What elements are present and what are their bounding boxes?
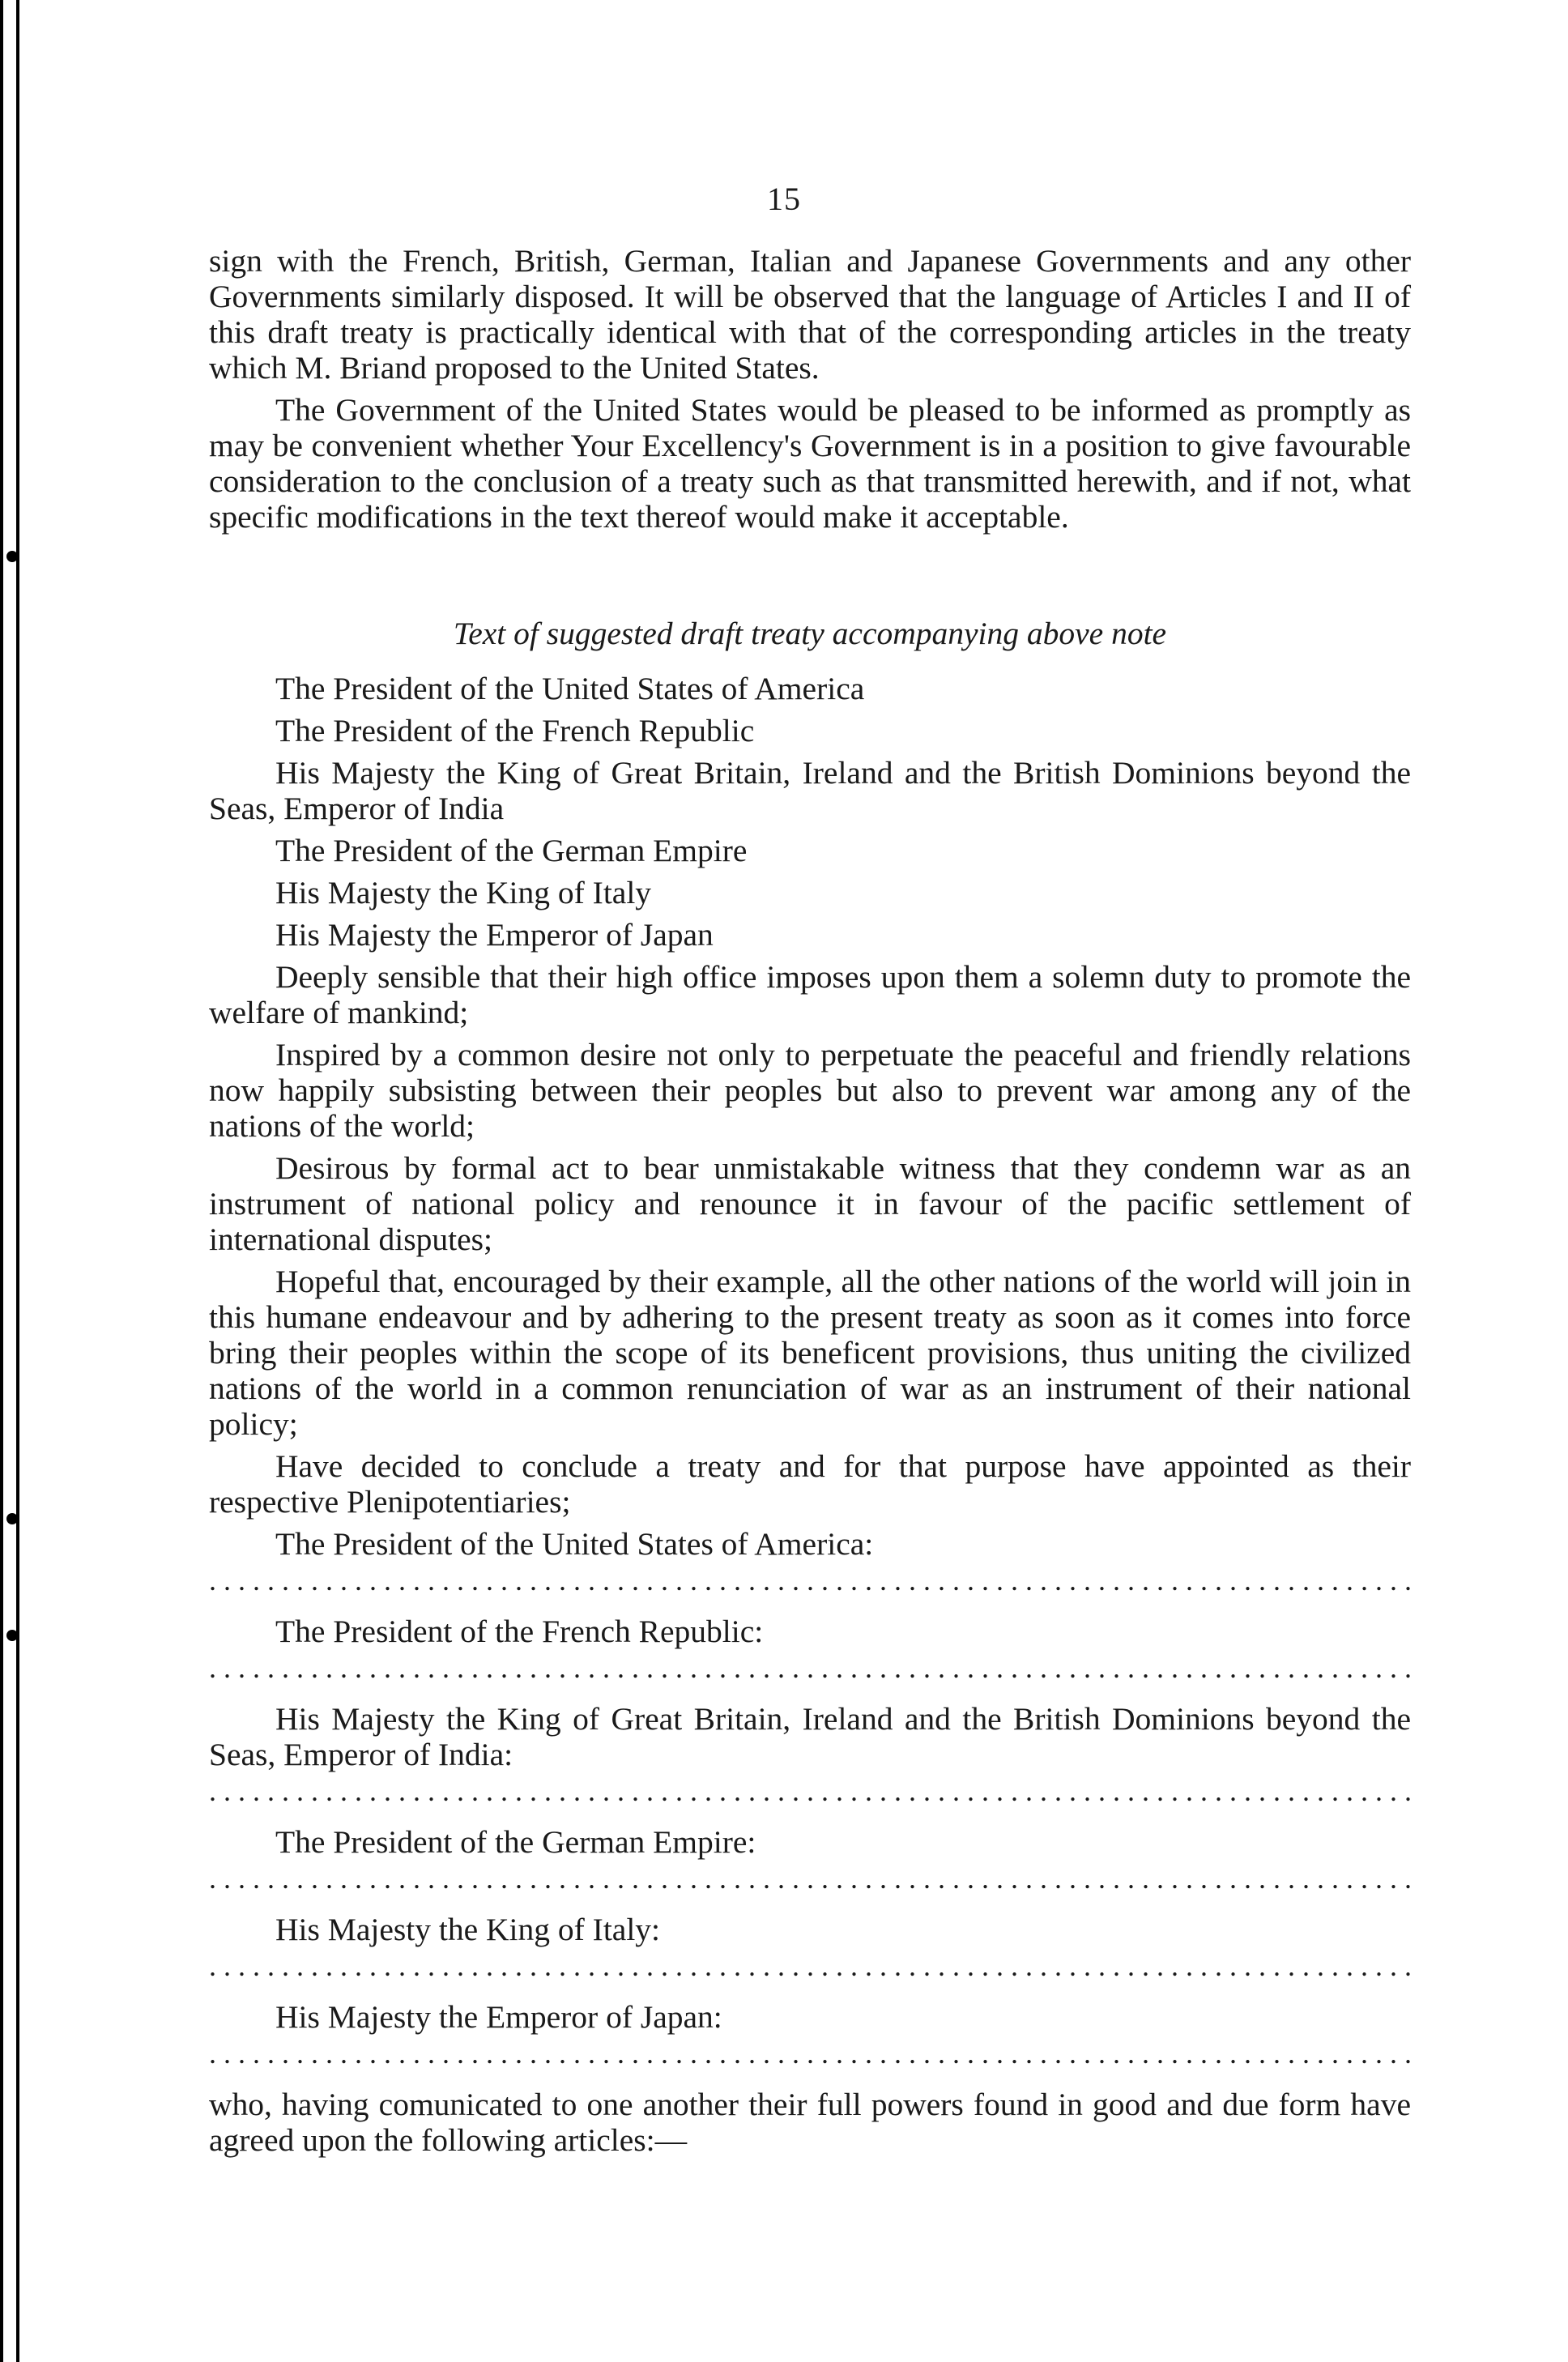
recital-paragraph: Hopeful that, encouraged by their example, all the other nations of the world will join in this humane endeavour and by adhering to the present treaty as soon as it comes into force bring their peoples within the scope of its beneficent provisions, thus uniting the civilized nations of the world in a common renunciation of war as an instrument of their national policy;	[209, 1264, 1411, 1442]
intro-paragraph: The Government of the United States would be pleased to be informed as promptly as may be convenient whether Your Excellency's Government is in a position to give favourable consideration to the conclusion of a treaty such as that transmitted herewith, and if not, what specific modifications in the text thereof would make it acceptable.	[209, 392, 1411, 535]
blank-name-line	[209, 1866, 1411, 1899]
plenipotentiary-line: His Majesty the King of Italy:	[275, 1912, 661, 1947]
recital-paragraph: Deeply sensible that their high office imposes upon them a solemn duty to promote the welfare of mankind;	[209, 959, 1411, 1030]
intro-paragraph-continued: sign with the French, British, German, Italian and Japanese Governments and any other Governments similarly disposed. It will be observed that the language of Articles I and II of this draft treaty is practically identical with that of the corresponding articles in the treaty which M. Briand proposed to the United States.	[209, 243, 1411, 386]
recital-paragraph: Inspired by a common desire not only to perpetuate the peaceful and friendly relations now happily subsisting between their peoples but also to prevent war among any of the nations of the world;	[209, 1037, 1411, 1144]
page-body	[209, 243, 1411, 2190]
recital-paragraph: Have decided to conclude a treaty and for that purpose have appointed as their respective Plenipotentiaries;	[209, 1448, 1411, 1520]
plenipotentiary-line: His Majesty the King of Great Britain, Ireland and the British Dominions beyond the Seas, Emperor of India:	[209, 1701, 1411, 1772]
recital-paragraph: Desirous by formal act to bear unmistakable witness that they condemn war as an instrument of national policy and renounce it in favour of the pacific settlement of international disputes;	[209, 1150, 1411, 1257]
closing-paragraph: who, having comunicated to one another their full powers found in good and due form have agreed upon the following articles:—	[209, 2087, 1411, 2158]
blank-name-line	[209, 1568, 1411, 1601]
blank-name-line	[209, 1779, 1411, 1811]
party-line: The President of the French Republic	[275, 713, 755, 748]
plenipotentiary-line: His Majesty the Emperor of Japan:	[275, 1999, 722, 2035]
binding-mark	[6, 1630, 18, 1641]
party-line: His Majesty the King of Great Britain, Ireland and the British Dominions beyond the Seas, Emperor of India	[209, 755, 1411, 826]
blank-name-line	[209, 2041, 1411, 2074]
plenipotentiary-line: The President of the French Republic:	[275, 1614, 764, 1649]
party-line: His Majesty the Emperor of Japan	[275, 917, 714, 953]
binding-mark	[6, 1513, 18, 1524]
plenipotentiary-line: The President of the German Empire:	[275, 1824, 756, 1860]
binding-edge	[0, 0, 24, 2362]
treaty-heading: Text of suggested draft treaty accompanying above note	[453, 616, 1167, 651]
page-number: 15	[767, 181, 801, 217]
party-line: The President of the German Empire	[275, 833, 748, 868]
party-line: The President of the United States of America	[275, 671, 865, 706]
party-line: His Majesty the King of Italy	[275, 875, 652, 910]
plenipotentiary-line: The President of the United States of America:	[275, 1526, 874, 1562]
blank-name-line	[209, 1954, 1411, 1986]
blank-name-line	[209, 1656, 1411, 1688]
binding-mark	[6, 551, 18, 562]
